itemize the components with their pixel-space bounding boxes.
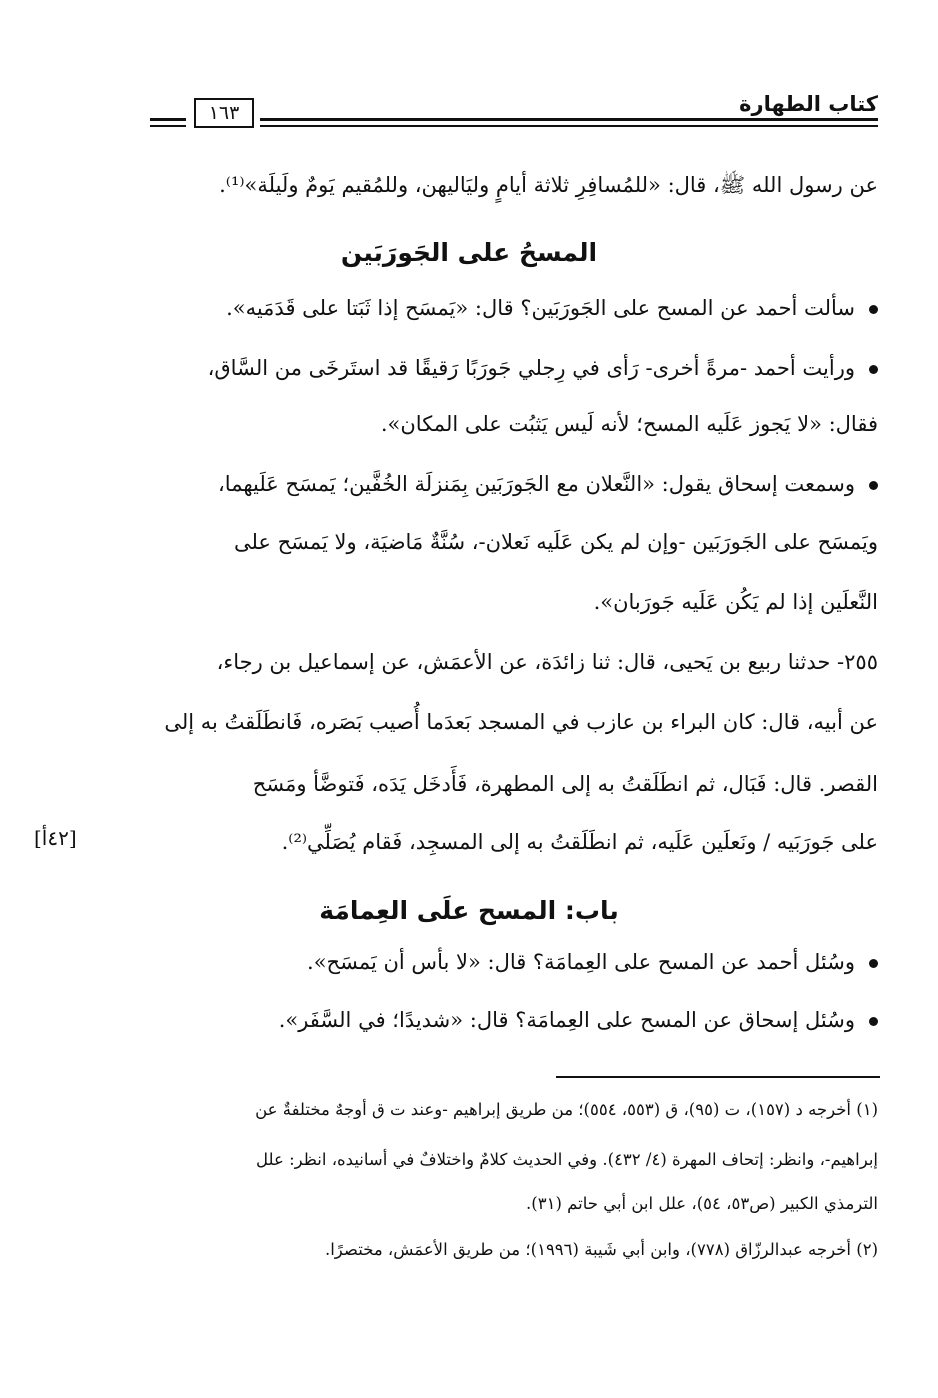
page-number: ١٦٣ bbox=[194, 98, 254, 128]
running-title: كتاب الطهارة bbox=[739, 92, 878, 116]
bullet-item bbox=[58, 1008, 878, 1032]
text-line: ويَمسَح على الجَورَبَين -وإن لم يكن عَلَيه نَعلان-، سُنَّةٌ مَاضيَة، ولا يَمسَح على bbox=[233, 530, 878, 554]
bullet-icon bbox=[869, 481, 878, 490]
bullet-text: وسمعت إسحاق يقول: «النَّعلان مع الجَورَبَين بِمَنزلَة الخُفَّين؛ يَمسَح عَلَيهما، bbox=[218, 472, 855, 496]
bullet-item bbox=[58, 356, 878, 380]
bullet-item bbox=[58, 950, 878, 974]
bullet-text: وسُئل إسحاق عن المسح على العِمامَة؟ قال: «شديدًا؛ في السَّفَر». bbox=[278, 1008, 855, 1032]
footnote-line: إبراهيم-، وانظر: إتحاف المهرة (٤/ ٤٣٢). وفي الحديث كلامٌ واختلافٌ في أسانيده، انظر: علل bbox=[256, 1150, 878, 1169]
header-rule bbox=[260, 118, 878, 127]
header-rule-short bbox=[150, 118, 186, 127]
page-header bbox=[150, 92, 878, 132]
text-line: النَّعلَين إذا لم يَكُن عَلَيه جَورَبان». bbox=[593, 590, 878, 614]
bullet-text: سألت أحمد عن المسح على الجَورَبَين؟ قال: «يَمسَح إذا ثَبَتا على قَدَمَيه». bbox=[226, 296, 855, 320]
bullet-text: ورأيت أحمد -مرةً أخرى- رَأى في رِجلي جَورَبًا رَقيقًا قد استَرخَى من السَّاق، bbox=[207, 356, 855, 380]
bullet-icon bbox=[869, 1017, 878, 1026]
bullet-icon bbox=[869, 305, 878, 314]
footnote-line: (٢) أخرجه عبدالرزّاق (٧٧٨)، وابن أبي شَيبة (١٩٩٦)؛ من طريق الأعمَش، مختصرًا. bbox=[324, 1240, 878, 1259]
bullet-icon bbox=[869, 365, 878, 374]
text-line: عن رسول الله ﷺ، قال: «للمُسافِرِ ثلاثة أيامٍ وليَاليهن، وللمُقيم يَومٌ ولَيلَة»⁽¹⁾. bbox=[219, 173, 878, 197]
margin-note: [٤٢أ] bbox=[34, 826, 77, 850]
bullet-text: وسُئل أحمد عن المسح على العِمامَة؟ قال: «لا بأس أن يَمسَح». bbox=[307, 950, 855, 974]
bullet-item bbox=[58, 296, 878, 320]
footnote-line: (١) أخرجه د (١٥٧)، ت (٩٥)، ق (٥٥٣، ٥٥٤)؛ من طريق إبراهيم -وعند ت ق أوجهٌ مختلفةٌ عن bbox=[255, 1100, 878, 1119]
section-heading: باب: المسح علَى العِمامَة bbox=[319, 896, 619, 925]
footnote-line: الترمذي الكبير (ص٥٣، ٥٤)، علل ابن أبي حاتم (٣١). bbox=[526, 1194, 878, 1213]
text-line: ٢٥٥- حدثنا ربيع بن يَحيى، قال: ثنا زائدَة، عن الأعمَش، عن إسماعيل بن رجاء، bbox=[216, 650, 878, 674]
footnote-separator bbox=[556, 1076, 880, 1078]
text-line: القصر. قال: فَبَال، ثم انطَلَقتُ به إلى المطهرة، فَأَدخَل يَدَه، فَتوضَّأ ومَسَح bbox=[252, 772, 878, 796]
bullet-icon bbox=[869, 959, 878, 968]
text-line: على جَورَبَيه / ونَعلَين عَلَيه، ثم انطَلَقتُ به إلى المسجِد، فَقام يُصَلِّي⁽²⁾. bbox=[281, 830, 878, 854]
text-line: عن أبيه، قال: كان البراء بن عازب في المسجد بَعدَما أُصيب بَصَره، فَانطَلَقتُ به إلى bbox=[164, 710, 878, 734]
text-line: فقال: «لا يَجوز عَلَيه المسح؛ لأنه لَيس يَثبُت على المكان». bbox=[380, 412, 878, 436]
section-heading: المسحُ على الجَورَبَين bbox=[340, 238, 598, 267]
bullet-item bbox=[58, 472, 878, 496]
